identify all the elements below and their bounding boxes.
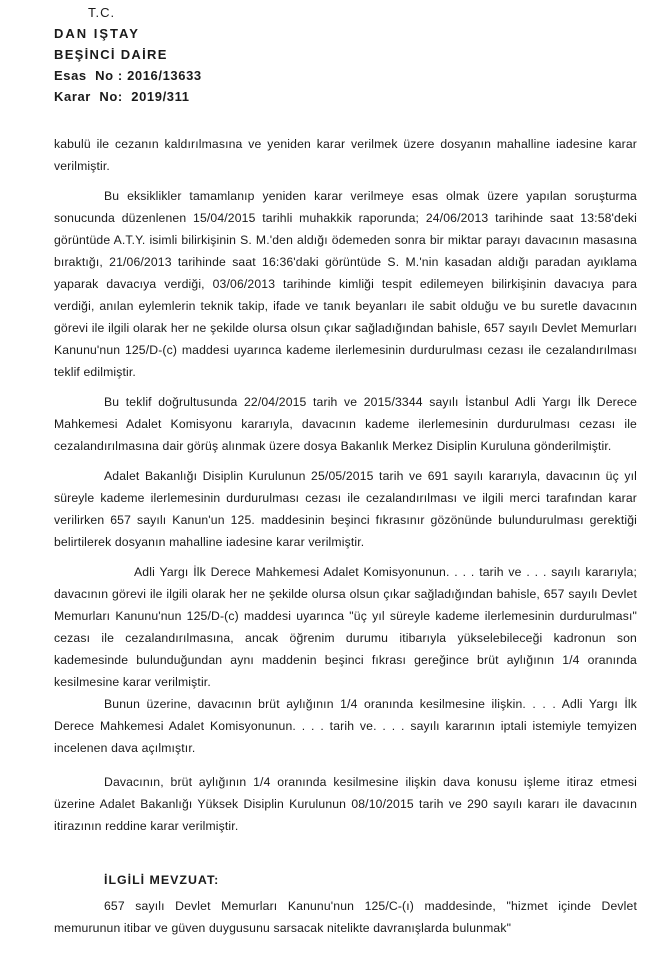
paragraph: kabulü ile cezanın kaldırılmasına ve yeniden karar verilmek üzere dosyanın mahalline iadesine karar verilmiştir. [54, 137, 637, 173]
document-header [54, 2, 202, 107]
paragraph: Bu teklif doğrultusunda 22/04/2015 tarih ve 2015/3344 sayılı İstanbul Adli Yargı İlk Derece Mahkemesi Adalet Komisyonu kararıyla, davacının kademe ilerlemesinin durdurulması cezası ile cezalandırılmasına dair görüş alınmak üzere dosya Bakanlık Merkez Disiplin Kuruluna gönderilmiştir. [54, 395, 637, 453]
paragraph: Adalet Bakanlığı Disiplin Kurulunun 25/05/2015 tarih ve 691 sayılı kararıyla, davacının üç yıl süreyle kademe ilerlemesinin durdurulması cezası ile cezalandırılması ve ilgili merci tarafından karar verilirken 657 sayılı Kanun'un 125. maddesinin beşinci fıkrasınır gözönünde bulundurulması gerektiği belirtilerek dosyanın mahalline iadesine karar verilmiştir. [54, 469, 637, 549]
section-title: İLGİLİ MEVZUAT: [104, 873, 220, 887]
paragraph: Bunun üzerine, davacının brüt aylığının 1/4 oranında kesilmesine ilişkin. . . . Adli Yargı İlk Derece Mahkemesi Adalet Komisyonunun. . . . tarih ve. . . . sayılı kararının iptali istemiyle temyizen incelenen dava açılmıştır. [54, 697, 637, 755]
esas-number: Esas No : 2016/13633 [54, 68, 202, 83]
tc-label: T.C. [88, 5, 116, 20]
section-paragraph: 657 sayılı Devlet Memurları Kanunu'nun 125/C-(ı) maddesinde, "hizmet içinde Devlet memurunun itibar ve güven duygusunu sarsacak nitelikte davranışlarda bulunmak" [54, 899, 637, 935]
paragraph: Bu eksiklikler tamamlanıp yeniden karar verilmeye esas olmak üzere yapılan soruşturma sonucunda düzenlenen 15/04/2015 tarihli muhakkik raporunda; 24/06/2013 tarihinde saat 13:58'deki görüntüde A.T.Y. isimli bilirkişinin S. M.'den aldığı ödemeden sonra bir miktar parayı davacının masasına bıraktığı, 21/06/2013 tarihinde saat 16:36'daki görüntüde S. M.'nin kasadan aldığı paradan ayıklama yaparak davacıya verdiği, 03/06/2013 tarihinde kimliği tespit edilemeyen bilirkişinin davacıya para verdiği, anılan eylemlerin teknik takip, ifade ve tanık beyanları ile sabit olduğu ve bu suretle davacının görevi ile ilgili olarak her ne şekilde olursa olsun çıkar sağladığından bahisle, 657 sayılı Devlet Memurları Kanunu'nun 125/D-(c) maddesi uyarınca kademe ilerlemesinin durdurulması cezası ile cezalandırılması teklif edilmiştir. [54, 189, 637, 379]
paragraph: Davacının, brüt aylığının 1/4 oranında kesilmesine ilişkin dava konusu işleme itiraz etmesi üzerine Adalet Bakanlığı Yüksek Disiplin Kurulunun 08/10/2015 tarih ve 290 sayılı kararı ile davacının itirazının reddine karar verilmiştir. [54, 775, 637, 833]
paragraph: Adli Yargı İlk Derece Mahkemesi Adalet Komisyonunun. . . . tarih ve . . . sayılı kararıyla; davacının görevi ile ilgili olarak her ne şekilde olursa olsun çıkar sağladığından bahisle, 657 sayılı Devlet Memurları Kanunu'nun 125/D-(c) maddesi uyarınca "üç yıl süreyle kademe ilerlemesinin durdurulması" cezası ile cezalandırılmasına, ancak öğrenim durumu itibarıyla yükselebileceği kadronun son kademesinde bulunduğundan aynı maddenin beşinci fıkrası gereğince brüt aylığının 1/4 oranında kesilmesine karar verilmiştir. [54, 565, 637, 689]
document-body [54, 133, 637, 939]
karar-number: Karar No: 2019/311 [54, 89, 190, 104]
court-name: DAN IŞTAY [54, 26, 140, 41]
chamber-name: BEŞİNCİ DAİRE [54, 47, 168, 62]
